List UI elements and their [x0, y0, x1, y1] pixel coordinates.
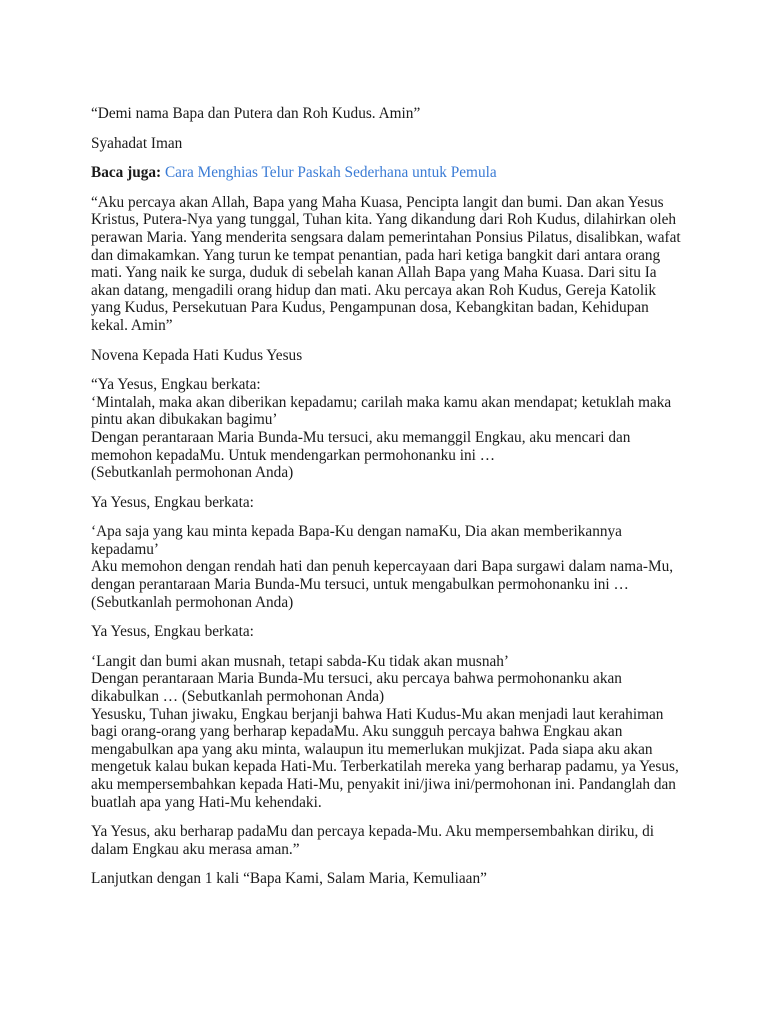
novena-line: mengabulkan apa yang aku minta, walaupun itu memerlukan mukjizat. Pada siapa aku akan	[91, 740, 653, 758]
creed-line: dan dimakamkan. Yang turun ke tempat penantian, pada hari ketiga bangkit dari antara orang	[91, 246, 661, 264]
novena-line: aku mempersembahkan kepada Hati-Mu, penyakit ini/jiwa ini/permohonan ini. Pandanglah dan	[91, 776, 676, 793]
novena-line: pintu akan dibukakan bagimu’	[91, 411, 278, 429]
creed-title: Syahadat Iman	[91, 134, 183, 152]
closing-line: Ya Yesus, aku berharap padaMu dan percaya kepada-Mu. Aku mempersembahkan diriku, di	[91, 823, 655, 841]
creed-line: perawan Maria. Yang menderita sengsara dalam pemerintahan Ponsius Pilatus, disalibkan, wafat	[91, 228, 681, 246]
novena-line: buatlah apa yang Hati-Mu kehendaki.	[91, 793, 322, 811]
you-said-text: Ya Yesus, Engkau berkata:	[91, 623, 254, 641]
novena-line: dengan perantaraan Maria Bunda-Mu tersuci, untuk mengabulkan permohonanku ini …	[91, 576, 629, 594]
novena-part-2	[91, 523, 683, 611]
novena-line: Dengan perantaraan Maria Bunda-Mu tersuci, aku memanggil Engkau, aku mencari dan	[91, 428, 631, 446]
novena-line: (Sebutkanlah permohonan Anda)	[91, 464, 294, 482]
novena-part-1	[91, 376, 683, 482]
creed-line: mati. Yang naik ke surga, duduk di sebelah kanan Allah Bapa yang Maha Kuasa. Dari situ Ia	[91, 264, 657, 282]
opening-prayer	[91, 105, 683, 123]
closing-line: dalam Engkau aku merasa aman.”	[91, 840, 300, 858]
see-also-label: Baca juga:	[91, 164, 162, 182]
novena-line: (Sebutkanlah permohonan Anda)	[91, 593, 294, 611]
creed-text	[91, 194, 683, 335]
creed-line: Kristus, Putera-Nya yang tunggal, Tuhan kita. Yang dikandung dari Roh Kudus, dilahirkan oleh	[91, 211, 677, 229]
novena-line: mengetuk kalau bukan kepada Hati-Mu. Terberkatilah mereka yang berharap padamu, ya Yesus,	[91, 758, 679, 776]
creed-heading	[91, 135, 683, 153]
novena-line: Aku memohon dengan rendah hati dan penuh kepercayaan dari Bapa surgawi dalam nama-Mu,	[91, 558, 674, 576]
novena-line: ‘Apa saja yang kau minta kepada Bapa-Ku dengan namaKu, Dia akan memberikannya	[91, 523, 622, 541]
see-also-link[interactable]: Cara Menghias Telur Paskah Sederhana untuk Pemula	[164, 164, 497, 182]
final-instruction-text: Lanjutkan dengan 1 kali “Bapa Kami, Salam Maria, Kemuliaan”	[91, 870, 487, 888]
closing-prayer	[91, 823, 683, 858]
creed-line: kekal. Amin”	[91, 316, 173, 334]
creed-line: akan datang, mengadili orang hidup dan mati. Aku percaya akan Roh Kudus, Gereja Katolik	[91, 281, 656, 299]
novena-line: ‘Mintalah, maka akan diberikan kepadamu; carilah maka kamu akan mendapat; ketuklah maka	[91, 393, 672, 411]
novena-part-3	[91, 653, 683, 811]
document-body	[91, 105, 683, 900]
novena-line: bagi orang-orang yang berharap kepadaMu. Aku sungguh percaya bahwa Engkau akan	[91, 723, 623, 741]
novena-line: Yesusku, Tuhan jiwaku, Engkau berjanji bahwa Hati Kudus-Mu akan menjadi laut kerahiman	[91, 705, 664, 723]
novena-heading	[91, 347, 683, 365]
you-said-1	[91, 494, 683, 512]
novena-line: Dengan perantaraan Maria Bunda-Mu tersuci, aku percaya bahwa permohonanku akan	[91, 670, 622, 688]
creed-line: yang Kudus, Persekutuan Para Kudus, Pengampunan dosa, Kebangkitan badan, Kehidupan	[91, 299, 649, 317]
novena-title: Novena Kepada Hati Kudus Yesus	[91, 346, 303, 364]
novena-line: dikabulkan … (Sebutkanlah permohonan Anda)	[91, 688, 385, 706]
novena-line: “Ya Yesus, Engkau berkata:	[91, 376, 261, 394]
novena-line: kepadamu’	[91, 540, 159, 558]
creed-line: “Aku percaya akan Allah, Bapa yang Maha Kuasa, Pencipta langit dan bumi. Dan akan Yesus	[91, 193, 664, 211]
you-said-2	[91, 623, 683, 641]
see-also	[91, 164, 683, 182]
novena-line: memohon kepadaMu. Untuk mendengarkan permohonanku ini …	[91, 446, 496, 464]
you-said-text: Ya Yesus, Engkau berkata:	[91, 493, 254, 511]
final-instruction	[91, 870, 683, 888]
opening-prayer-text: “Demi nama Bapa dan Putera dan Roh Kudus. Amin”	[91, 105, 421, 122]
novena-line: ‘Langit dan bumi akan musnah, tetapi sabda-Ku tidak akan musnah’	[91, 652, 509, 670]
